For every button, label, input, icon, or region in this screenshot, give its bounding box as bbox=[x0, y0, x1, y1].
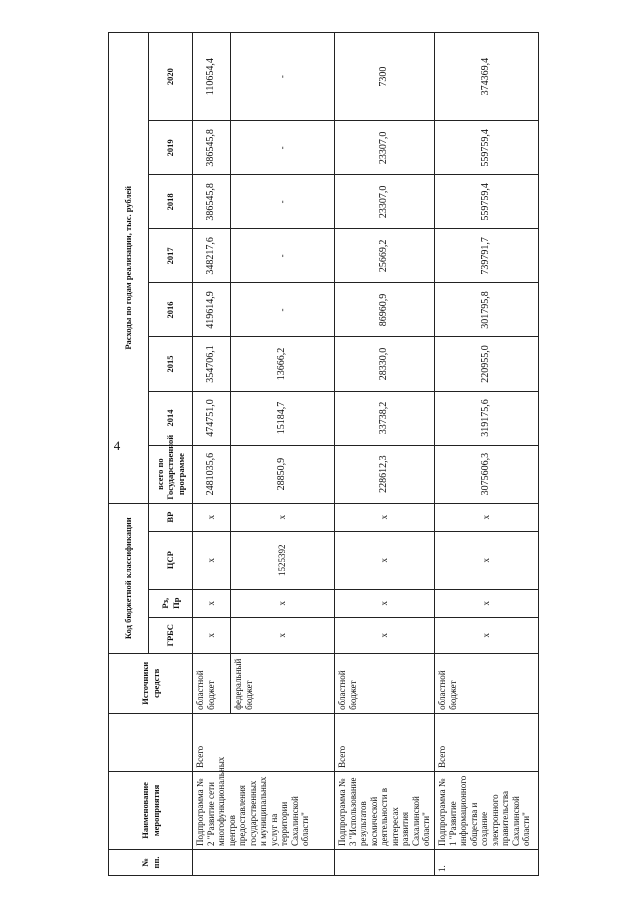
cell-grbs: x bbox=[193, 617, 231, 653]
cell-2019: 23307,0 bbox=[335, 121, 435, 175]
cell-2020: 110654,4 bbox=[193, 33, 231, 121]
cell-csr: x bbox=[435, 531, 539, 589]
cell-2015: 13666,2 bbox=[231, 337, 335, 391]
cell-total: 3075606,3 bbox=[435, 445, 539, 503]
header-expenses-group: Расходы по годам реализации, тыс. рублей bbox=[109, 33, 149, 504]
cell-2017: 739791,7 bbox=[435, 229, 539, 283]
cell-2016: 86960,9 bbox=[335, 283, 435, 337]
cell-2020: 374369,4 bbox=[435, 33, 539, 121]
cell-rzpr: x bbox=[231, 589, 335, 617]
row-num bbox=[335, 849, 435, 875]
cell-vr: x bbox=[435, 503, 539, 531]
cell-2019: - bbox=[231, 121, 335, 175]
cell-grbs: x bbox=[335, 617, 435, 653]
row-name: Подпрограмма № 1 "Развитие информационного общества и создание электронного правительства Сахалинской области" bbox=[435, 771, 539, 849]
header-rzpr: Рз, Пр bbox=[149, 589, 193, 617]
cell-2016: - bbox=[231, 283, 335, 337]
header-year-2015: 2015 bbox=[149, 337, 193, 391]
cell-2018: 23307,0 bbox=[335, 175, 435, 229]
cell-vr: x bbox=[335, 503, 435, 531]
header-sources: Источники средств bbox=[109, 653, 193, 713]
cell-2019: 386545,8 bbox=[193, 121, 231, 175]
header-year-2014: 2014 bbox=[149, 391, 193, 445]
row-level: Всего bbox=[435, 713, 539, 771]
page-number: 4 bbox=[113, 438, 121, 453]
cell-2017: 348217,6 bbox=[193, 229, 231, 283]
cell-2019: 559759,4 bbox=[435, 121, 539, 175]
header-year-2020: 2020 bbox=[149, 33, 193, 121]
cell-2016: 419614,9 bbox=[193, 283, 231, 337]
cell-2015: 220955,0 bbox=[435, 337, 539, 391]
cell-grbs: x bbox=[231, 617, 335, 653]
budget-table-container bbox=[108, 32, 531, 876]
row-source: областной бюджет bbox=[435, 653, 539, 713]
header-csr: ЦСР bbox=[149, 531, 193, 589]
cell-rzpr: x bbox=[193, 589, 231, 617]
cell-rzpr: x bbox=[335, 589, 435, 617]
header-year-2016: 2016 bbox=[149, 283, 193, 337]
cell-2017: 25669,2 bbox=[335, 229, 435, 283]
row-source: федеральный бюджет bbox=[231, 653, 335, 713]
header-total: всего по Государственной программе bbox=[149, 445, 193, 503]
budget-table bbox=[108, 32, 539, 876]
header-grbs: ГРБС bbox=[149, 617, 193, 653]
cell-2020: - bbox=[231, 33, 335, 121]
row-level: Всего bbox=[335, 713, 435, 771]
cell-2014: 474751,0 bbox=[193, 391, 231, 445]
table-row bbox=[435, 33, 539, 876]
table-row bbox=[193, 33, 231, 876]
header-vr: ВР bbox=[149, 503, 193, 531]
header-code-group: Код бюджетной классификации bbox=[109, 503, 149, 653]
cell-2017: - bbox=[231, 229, 335, 283]
row-name: Подпрограмма № 2 "Развитие сети многофункциональных центров предоставления государственных и муниципальных услуг на территории Сахалинской области" bbox=[193, 771, 335, 849]
header-year-2017: 2017 bbox=[149, 229, 193, 283]
header-year-2018: 2018 bbox=[149, 175, 193, 229]
cell-2018: 559759,4 bbox=[435, 175, 539, 229]
table-row bbox=[335, 33, 435, 876]
cell-2016: 301795,8 bbox=[435, 283, 539, 337]
row-source: областной бюджет bbox=[335, 653, 435, 713]
row-name: Подпрограмма № 3 "Использование результатов космической деятельности в интересах развития Сахалинской области" bbox=[335, 771, 435, 849]
row-source: областной бюджет bbox=[193, 653, 231, 713]
cell-2015: 28330,0 bbox=[335, 337, 435, 391]
cell-total: 2481035,6 bbox=[193, 445, 231, 503]
cell-total: 228612,3 bbox=[335, 445, 435, 503]
cell-2020: 7300 bbox=[335, 33, 435, 121]
cell-vr: x bbox=[193, 503, 231, 531]
cell-2015: 354706,1 bbox=[193, 337, 231, 391]
cell-rzpr: x bbox=[435, 589, 539, 617]
cell-2018: - bbox=[231, 175, 335, 229]
row-num bbox=[193, 849, 335, 875]
header-level bbox=[109, 713, 193, 771]
cell-2018: 386545,8 bbox=[193, 175, 231, 229]
cell-2014: 33738,2 bbox=[335, 391, 435, 445]
cell-total: 28850,9 bbox=[231, 445, 335, 503]
row-num: 1. bbox=[435, 849, 539, 875]
cell-csr: x bbox=[335, 531, 435, 589]
row-level: Всего bbox=[193, 713, 335, 771]
cell-vr: x bbox=[231, 503, 335, 531]
cell-2014: 319175,6 bbox=[435, 391, 539, 445]
header-year-2019: 2019 bbox=[149, 121, 193, 175]
header-num: № пп. bbox=[109, 849, 193, 875]
cell-csr: 1525392 bbox=[231, 531, 335, 589]
cell-grbs: x bbox=[435, 617, 539, 653]
cell-2014: 15184,7 bbox=[231, 391, 335, 445]
header-name: Наименование мероприятия bbox=[109, 771, 193, 849]
cell-csr: x bbox=[193, 531, 231, 589]
